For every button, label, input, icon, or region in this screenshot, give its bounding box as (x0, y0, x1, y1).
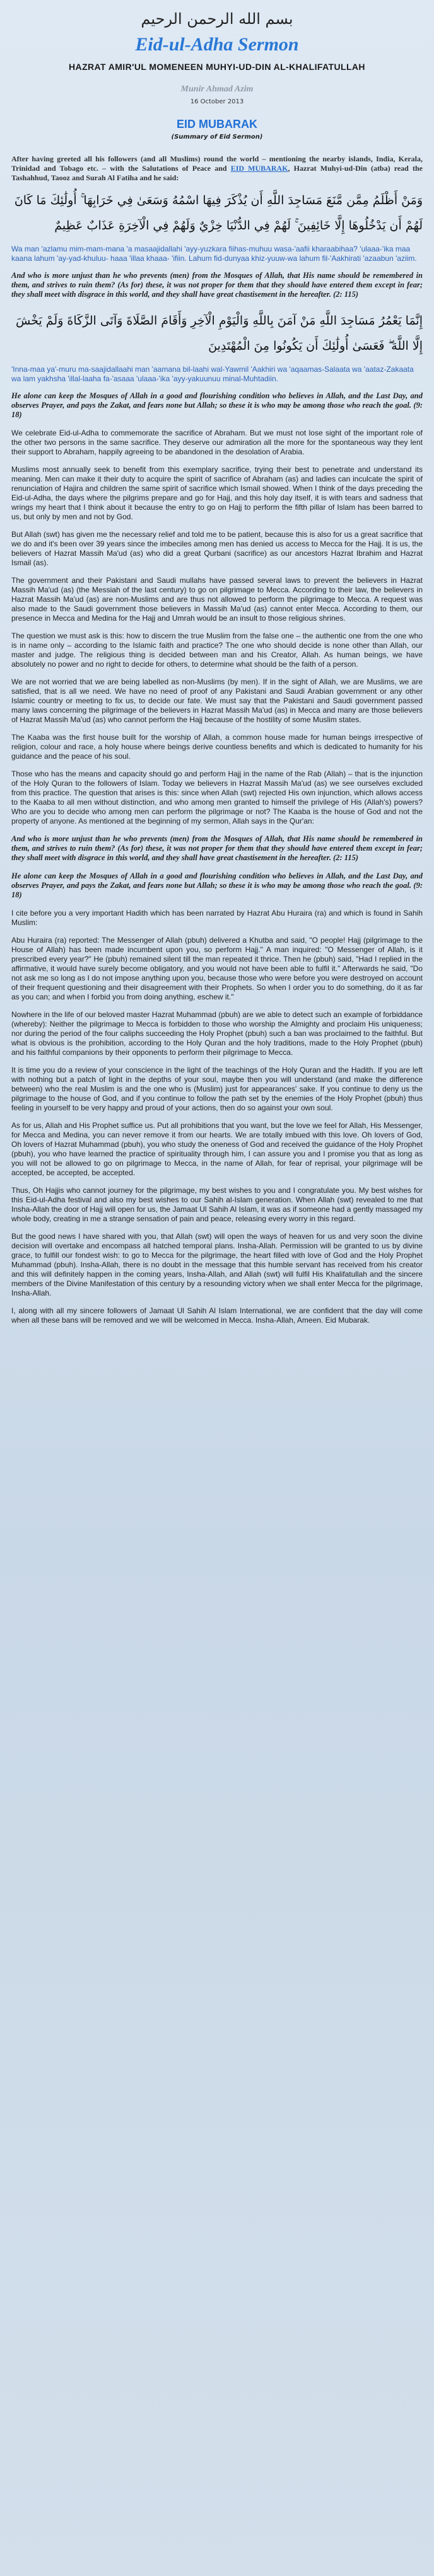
verse-2-translation: He alone can keep the Mosques of Allah in a good and flourishing condition who believes in Allah, and the Last Day, and observes Prayer, and pays the Zakat, and fears none but Allah; so these it is who may be among those who reach the goal. (9: 18) (11, 391, 423, 419)
verse-2-transliteration: 'Innа-maa ya'-muru ma-saajidallaahi man 'aamana bil-laahi wal-Yawmil 'Aakhiri wa 'aqaamas-Salaata wa 'aataz-Zakaata wa lam yakhsha 'illal-laaha fa-'asaaa 'ulaaa-'ika 'ayy-yakuunuu minal-Muhtadiin. (11, 365, 414, 383)
intro-text-2: , Hazrat Muhyi-ud-Din (atba) read the Tashahhud, Taooz and Surah Al Fatiha and he said: (11, 164, 423, 182)
hadith-paragraph: Abu Huraira (ra) reported: The Messenger of Allah (pbuh) delivered a Khutba and said, "O people! Hajj (pilgrimage to the House of Allah) has been made incumbent upon you, so perform Hajj." A man inquired: "O Messenger of Allah, is it prescribed every year?" He (pbuh) remained silent till the man repeated it thrice. Then he (pbuh) said, "Had I replied in the affirmative, it would have surely become obligatory, and you would not have been able to fulfil it." Afterwards he said, "Do not ask me so long as I do not impose anything upon you, because those who were before you were destroyed on account of their frequent questioning and their disagreement with their Prophets. So when I order you to do something, do it as far as you can; and when I forbid you from doing anything, eschew it." (11, 936, 423, 1001)
body-paragraph: Those who has the means and capacity should go and perform Hajj in the name of the Rab (Allah) – that is the injunction of the Holy Quran to the followers of Islam. Today we believers in Hazrat Massih Ma'ud (as) we see ourselves excluded from this practice. The question that arises is this: since when Allah (swt) rejected His own injunction, which allows access to the Kaaba to all men without distinction, and who among men granted to himself the privilege of His (Allah's) powers? Who are you to decide who among men can perform the pilgrimage or not? The Kaaba is the house of God and not the property of anyone. As mentioned at the beginning of my sermon, Allah says in the Qur'an: (11, 769, 423, 825)
body-paragraph: The government and their Pakistani and Saudi mullahs have passed several laws to prevent the believers in Hazrat Massih Ma'ud (as) (the Messiah of the last century) to go on pilgrimage to Mecca. According to their law, the believers in Hazrat Massih Ma'ud (as) are non-Muslims and are thus not allowed to perform the pilgrimage to Mecca. A request was also made to the Saudi government those believers in Massih Ma'ud (as) cannot enter Mecca. According to them, our presence in Mecca and Medina for the Hajj and Umrah would be an insult to those religious shrines. (11, 576, 423, 623)
body-paragraph: The Kaaba was the first house built for the worship of Allah, a common house made for human beings irrespective of religion, colour and race, a holy house where beings derive countless benefits and which is dedicated to humanity for his guidance and the peace of his soul. (11, 733, 423, 761)
body-paragraph: It is time you do a review of your conscience in the light of the teachings of the Holy Quran and the Hadith. If you are left with nothing but a patch of light in the depths of your soul, maybe then you will understand (and make the difference between) who the real Muslim is and the one who is (Muslim) just for appearances' sake. If you continue to deny us the pilgrimage to the house of God, and if you continue to follow the path set by the enemies of the Holy Prophet (pbuh) thus feeling in yourself to be very happy and proud of your actions, then do so against your own soul. (11, 1066, 423, 1112)
sermon-date: 16 October 2013 (190, 98, 244, 105)
body-paragraph: Thus, Oh Hajjis who cannot journey for the pilgrimage, my best wishes to you and I congratulate you. My best wishes for this Eid-ul-Adha festival and also my best wishes to our Sahih al-Islam generation. When Allah (swt) revealed to me that Insha-Allah the door of Hajj will open for us, the Jamaat Ul Sahih Al Islam, it was as if someone had a gently massaged my whole body, creating in me a strange sensation of pain and peace, releasing every worry in this regard. (11, 1186, 423, 1223)
intro-paragraph (11, 154, 423, 183)
body-paragraph: But the good news I have shared with you, that Allah (swt) will open the ways of heaven for us and very soon the divine decision will overtake and encompass all hatched temporal plans. Insha-Allah. Permission will be granted to us by divine grace, to fulfill our fondest wish: to go to Mecca for the pilgrimage, the heart filled with love of God and the Holy Prophet Muhammad (pbuh). Insha-Allah, there is no doubt in the message that this humble servant has received from his creator and this will definitely happen in the coming years, Insha-Allah, and Allah (swt) will fulfil His Khalifatullah and the sincere members of the Divine Manifestation of this century by a resounding victory when we shall enter Mecca for the pilgrimage, Insha-Allah. (11, 1232, 423, 1297)
body-paragraph: Muslims most annually seek to benefit from this exemplary sacrifice, trying their best to penetrate and understand its meaning. Men can make it their duty to acquire the spirit of sacrifice of Abraham (as) and ladies can inculcate the spirit of renunciation of Hajira and children the same spirit of sacrifice which Ismail showed. When I think of the days preceding the Eid-ul-Adha, the days where the pilgrims prepare and go for Hajj, and this holy day itself, it is with tears and sadness that wrings my heart that I think about it because the entry to go on Hajj to perform the fifth pillar of Islam has been barred to us, but only by men and not by God. (11, 465, 423, 521)
eid-mubarak-heading: EID MUBARAK (177, 118, 257, 130)
verse-1-transliteration: Wa man 'azlamu mim-mam-mana 'a masaajidallahi 'ayy-yuzkara fiihas-muhuu wasa-'aafii kharaabihaa? 'ulaaa-'ika maa kaana lahum 'ay-yad-khuluu- haaa 'illaa khaaa- 'ifiin. Lahum fid-dunyaa khiz-yuuw-wa lahum fil-'Aakhirati 'azaabun 'aziim. (11, 244, 417, 263)
repeat-quote-9-18: He alone can keep the Mosques of Allah in a good and flourishing condition who believes in Allah, and the Last Day, and observes Prayer, and pays the Zakat, and fears none but Allah; so these it is who may be among those who reach the goal. (9: 18) (11, 871, 423, 899)
page-title: Eid-ul-Adha Sermon (135, 34, 299, 55)
summary-note: (Summary of Eid Sermon) (171, 134, 263, 141)
verse-2-arabic: إِنَّمَا يَعْمُرُ مَسَاجِدَ اللَّهِ مَنْ آمَنَ بِاللَّهِ وَالْيَوْمِ الْآخِرِ وَأَقَامَ الصَّلَاةَ وَآتَى الزَّكَاةَ وَلَمْ يَخْشَ إِلَّا اللَّهَ ۖ فَعَسَىٰ أُولَٰئِكَ أَن يَكُونُوا مِنَ الْمُهْتَدِينَ (15, 314, 423, 353)
body-paragraph: I cite before you a very important Hadith which has been narrated by Hazrat Abu Huraira (ra) and which is found in Sahih Muslim: (11, 909, 423, 927)
verse-1-arabic: وَمَنْ أَظْلَمُ مِمَّن مَّنَعَ مَسَاجِدَ اللَّهِ أَن يُذْكَرَ فِيهَا اسْمُهُ وَسَعَىٰ فِي خَرَابِهَا ۚ أُولَٰئِكَ مَا كَانَ لَهُمْ أَن يَدْخُلُوهَا إِلَّا خَائِفِينَ ۚ لَهُمْ فِي الدُّنْيَا خِزْيٌ وَلَهُمْ فِي الْآخِرَةِ عَذَابٌ عَظِيمٌ (14, 193, 423, 233)
bismillah-heading: بسم الله الرحمن الرحيم (141, 10, 293, 28)
body-paragraph: Nowhere in the life of our beloved master Hazrat Muhammad (pbuh) are we able to detect such an example of forbiddance (whereby): Neither the pilgrimage to Mecca is forbidden to those who worship the Almighty and proclaim His uniqueness; nor during the period of the four caliphs succeeding the Holy Prophet (pbuh) such a ban was proclaimed to the faithful. But what is obvious is the prohibition, according to the Holy Quran and the holy traditions, made to the Holy Prophet (pbuh) and his faithful companions by their opponents to perform their pilgrimage to Mecca. (11, 1010, 423, 1057)
body-paragraph: The question we must ask is this: how to discern the true Muslim from the false one – the authentic one from the one who is in name only – according to the Islamic faith and practice? The one who should decide is none other than Allah, our master and judge. The religious thing is decided between man and his Creator, Allah. As human beings, we have absolutely no power and no right to decide for others, to determine what should be the faith of a person. (11, 631, 423, 669)
body-paragraph: We celebrate Eid-ul-Adha to commemorate the sacrifice of Abraham. But we must not lose sight of the important role of the other two persons in the same sacrifice. They deserve our admiration all the more for the spontaneous way they lent their support to Abraham, happily agreeing to be abandoned in the desolation of Arabia. (11, 428, 423, 456)
verse-1-translation: And who is more unjust than he who prevents (men) from the Mosques of Allah, that His name should be remembered in them, and strives to ruin them? (As for) these, it was not proper for them that they should have entered them except in fear; they shall meet with disgrace in this world, and they shall have great chastisement in the hereafter. (2: 115) (11, 271, 423, 299)
sermon-heading: HAZRAT AMIR'UL MOMENEEN MUHYI-UD-DIN AL-KHALIFATULLAH (69, 62, 365, 72)
closing-paragraph: I, along with all my sincere followers of Jamaat Ul Sahih Al Islam International, we are confident that the day will come when all these bans will be removed and we will be welcomed in Mecca. Insha-Allah, Ameen. Eid Mubarak. (11, 1306, 423, 1325)
body-paragraph: We are not worried that we are being labelled as non-Muslims (by men). If in the sight of Allah, we are Muslims, we are satisfied, that is all we need. We have no need of proof of any Pakistani and Saudi Arabian government or any other Islamic country or meeting to fix us, to decide our fate. We must say that the Pakistani and Saudi government passed many laws concerning the pilgrimage of the believers in Hazrat Massih Ma'ud (as) in Mecca and many are those believers of Hazrat Massih Ma'ud (as) who cannot perform the Hajj because of the hostility of some Muslim states. (11, 677, 423, 724)
eid-mubarak-link[interactable]: EID MUBARAK (230, 164, 288, 173)
body-paragraph: As for us, Allah and His Prophet suffice us. Put all prohibitions that you want, but the love we feel for Allah, His Messenger, for Mecca and Medina, you can never remove it from our hearts. We are totally imbued with this love. Oh lovers of God, Oh lovers of Hazrat Muhammad (pbuh), you who study the oneness of God and received the guidance of the Holy Prophet (pbuh), you who have learned the practice of spirituality through him, I can assure you and I promise you that as long as you will not be allowed to go on pilgrimage to Mecca, in the name of Allah, for fear of reprisal, your pilgrimage will be accepted, be accepted, be accepted. (11, 1121, 423, 1177)
author-name: Munir Ahmad Azim (180, 84, 254, 94)
intro-text-1: After having greeted all his followers (and all Muslims) round the world – mentioning the nearby islands, India, Kerala, Trinidad and Tobago etc. – with the Salutations of Peace and (11, 154, 423, 173)
repeat-quote-2-115: And who is more unjust than he who prevents (men) from the Mosques of Allah, that His name should be remembered in them, and strives to ruin them? (As for) these, it was not proper for them that they should have entered them except in fear; they shall meet with disgrace in this world, and they shall have great chastisement in the hereafter. (2: 115) (11, 834, 423, 862)
body-paragraph: But Allah (swt) has given me the necessary relief and told me to be patient, because this is also for us a great sacrifice that we do and it's been over 39 years since the imbeciles among men has denied us access to Mecca for the Hajj. It is us, the believers of Hazrat Massih Ma'ud (as) who did a great Qurbani (sacrifice) as our ancestors Hazrat Ibrahim and Hazrat Ismail (as). (11, 530, 423, 567)
